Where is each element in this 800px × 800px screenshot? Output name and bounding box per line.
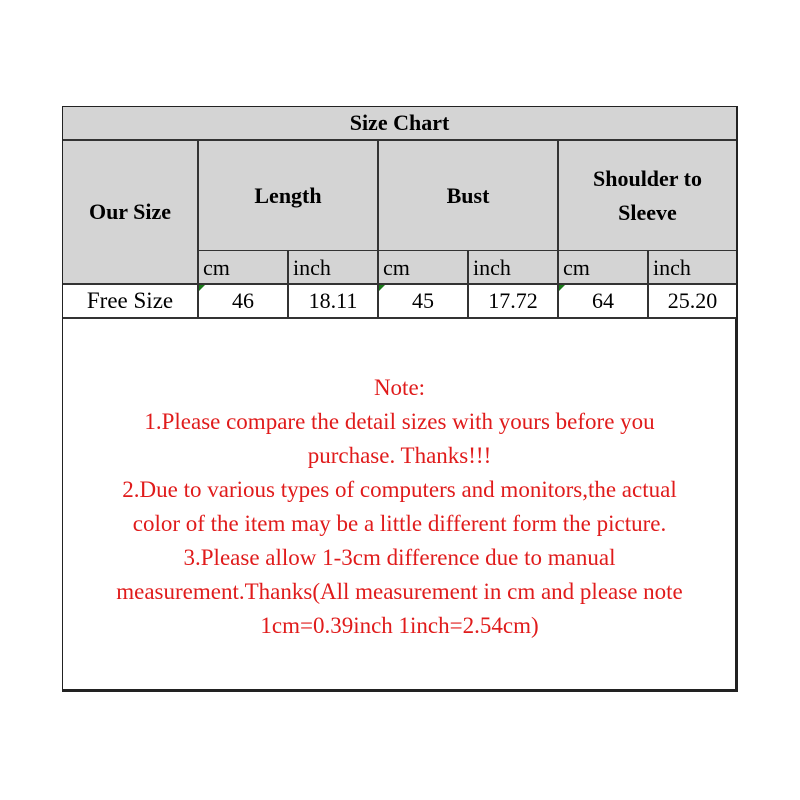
- row-size-free: Free Size: [63, 285, 199, 319]
- row-shoulder-cm: 64: [559, 285, 649, 319]
- unit-bust-cm: cm: [379, 251, 469, 285]
- shoulder-to-sleeve-header: [559, 141, 736, 251]
- row-length-inch: 18.11: [289, 285, 379, 319]
- length-header: Length: [199, 141, 379, 251]
- shoulder-header-line1: Shoulder to: [592, 165, 702, 191]
- note-line-2: purchase. Thanks!!!: [307, 443, 492, 468]
- bust-header: Bust: [379, 141, 559, 251]
- note-line-3: 2.Due to various types of computers and monitors,the actual: [122, 477, 677, 502]
- row-shoulder-inch: 25.20: [649, 285, 736, 319]
- row-bust-inch: 17.72: [469, 285, 559, 319]
- our-size-header: [63, 141, 199, 285]
- unit-bust-inch: inch: [469, 251, 559, 285]
- note-heading: Note:: [373, 375, 426, 400]
- row-length-cm: 46: [199, 285, 289, 319]
- row-bust-cm: 45: [379, 285, 469, 319]
- unit-shoulder-cm: cm: [559, 251, 649, 285]
- note-line-4: color of the item may be a little different form the picture.: [132, 511, 667, 536]
- note-line-6: measurement.Thanks(All measurement in cm and please note: [116, 579, 683, 604]
- note-line-1: 1.Please compare the detail sizes with yours before you: [144, 409, 655, 434]
- size-chart-title: Size Chart: [63, 107, 736, 141]
- note-line-5: 3.Please allow 1-3cm difference due to manual: [183, 545, 616, 570]
- note-line-7: 1cm=0.39inch 1inch=2.54cm): [260, 613, 539, 638]
- unit-length-inch: inch: [289, 251, 379, 285]
- unit-shoulder-inch: inch: [649, 251, 736, 285]
- unit-length-cm: cm: [199, 251, 289, 285]
- size-chart-sheet: [62, 106, 738, 692]
- shoulder-header-line2: Sleeve: [618, 199, 677, 225]
- size-note: [63, 319, 736, 690]
- our-size-header-label: Our Size: [88, 199, 172, 224]
